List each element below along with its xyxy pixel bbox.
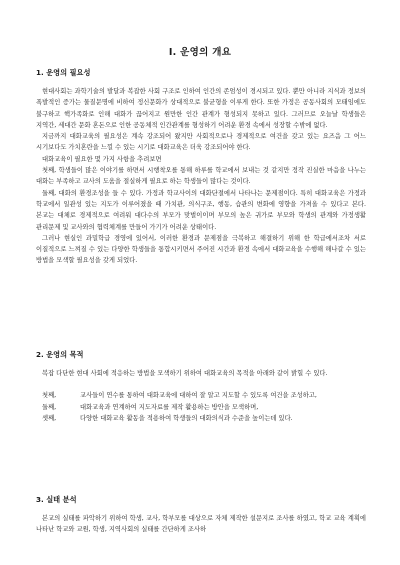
paragraph: 본교의 실태를 파악하기 위하여 학생, 교사, 학부모를 대상으로 자체 제작한 설문지로 조사를 하였고, 학교 교육 계획에 나타난 학교와 교원, 학생, 지역사회의 실태를 간단하게 조사하 — [36, 515, 366, 534]
paragraph: 첫째, 학생들이 많은 이야기를 하면서 시행착오를 통해 하루를 학교에서 보내는 것 같지만 정작 진실한 마음을 나누는 대화는 부족하고 교사의 도움을 절실하게 필요로 하는 학생들이 많다는 것이다. — [36, 167, 366, 186]
list-item-lead: 셋째, — [42, 414, 57, 422]
list-item — [36, 402, 366, 413]
paragraph: 현대사회는 과학기술의 발달과 복잡한 사회 구조로 인하여 인간의 존엄성이 경시되고 있다. 뿐만 아니라 지식과 정보의 폭발적인 증가는 물질문명에 비하여 정신문화가 상대적으로 불균형을 이루게 한다. 또한 가정은 공동사회의 모태임에도 불구하고 핵가족화로 인해 대화가 끊어지고 원만한 인간 관계가 형성되지 못하고 있다. 그러므로 오늘날 학생들은 지역간, 세대간 문화 혼돈으로 인한 공동체적 인간관계를 형성하기 어려운 환경 속에서 성장할 수밖에 없다. — [36, 88, 366, 129]
list-item — [36, 390, 366, 401]
section-heading-analysis: 3. 실태 분석 — [36, 495, 77, 504]
paragraph: 대화교육이 필요한 몇 가지 사항을 추려보면 — [42, 155, 162, 163]
spacer — [36, 379, 366, 390]
paragraph: 그러나 현실인 과밀학급 경영에 있어서, 이러한 환경과 문제점을 극복하고 해결하기 위해 한 학급에서조차 서로 이질적으로 느껴질 수 있는 다양한 학생들을 통합시키면서 주어진 시간과 환경 속에서 대화교육을 수행해 해나갈 수 있는 방법을 모색할 필요성을 갖게 되었다. — [36, 234, 366, 265]
paragraph: 복잡 다단한 현대 사회에 적응하는 방법을 모색하기 위하여 대화교육의 목적을 아래와 같이 밝힐 수 있다. — [42, 370, 328, 377]
section-heading-necessity: 1. 운영의 필요성 — [36, 68, 91, 77]
list-item-text: 대화교육과 연계하여 지도자료를 제작 활용하는 방안을 모색하며, — [80, 403, 259, 411]
document-title: Ⅰ. 운영의 개요 — [168, 47, 232, 58]
paragraph: 지금까지 대화교육의 필요성은 계속 강조되어 왔지만 사회적으로나 경제적으로 여건을 갖고 있는 요즈음 그 어느 시기보다도 가치혼란을 느낄 수 있는 시기로 대화교육은 더욱 강조되어야 한다. — [36, 133, 366, 152]
list-item-text: 다양한 대화교육 활동을 적용하여 학생들의 대화의식과 수준을 높이는데 있다. — [80, 414, 293, 422]
section-body-purpose — [36, 368, 366, 424]
section-body-necessity — [36, 86, 366, 267]
paragraph: 둘째, 대화의 환경조성을 들 수 있다. 가정과 학교사이의 대화단절에서 나타나는 문제점이다. 특히 대화교육은 가정과 학교에서 일관성 있는 지도가 이루어졌을 때 가치관, 의식구조, 행동, 습관의 변화에 영향을 가져올 수 있다고 본다. 본교는 대체로 경제적으로 여려워 대다수의 부모가 맞벌이이며 부모의 높은 귀가로 부모와 학생의 관계와 가정생활 관리문제 및 교사와의 협력체계를 만들어 가기가 어려운 상태이다. — [36, 189, 366, 231]
list-item-text: 교사들이 연수를 통하여 대화교육에 대하여 잘 알고 지도할 수 있도록 여건을 조성하고, — [80, 392, 317, 400]
list-item-lead: 둘째, — [42, 403, 57, 411]
section-heading-purpose: 2. 운영의 목적 — [36, 350, 84, 359]
list-item — [36, 413, 366, 424]
list-item-lead: 첫째, — [42, 392, 57, 400]
section-body-analysis — [36, 513, 366, 536]
